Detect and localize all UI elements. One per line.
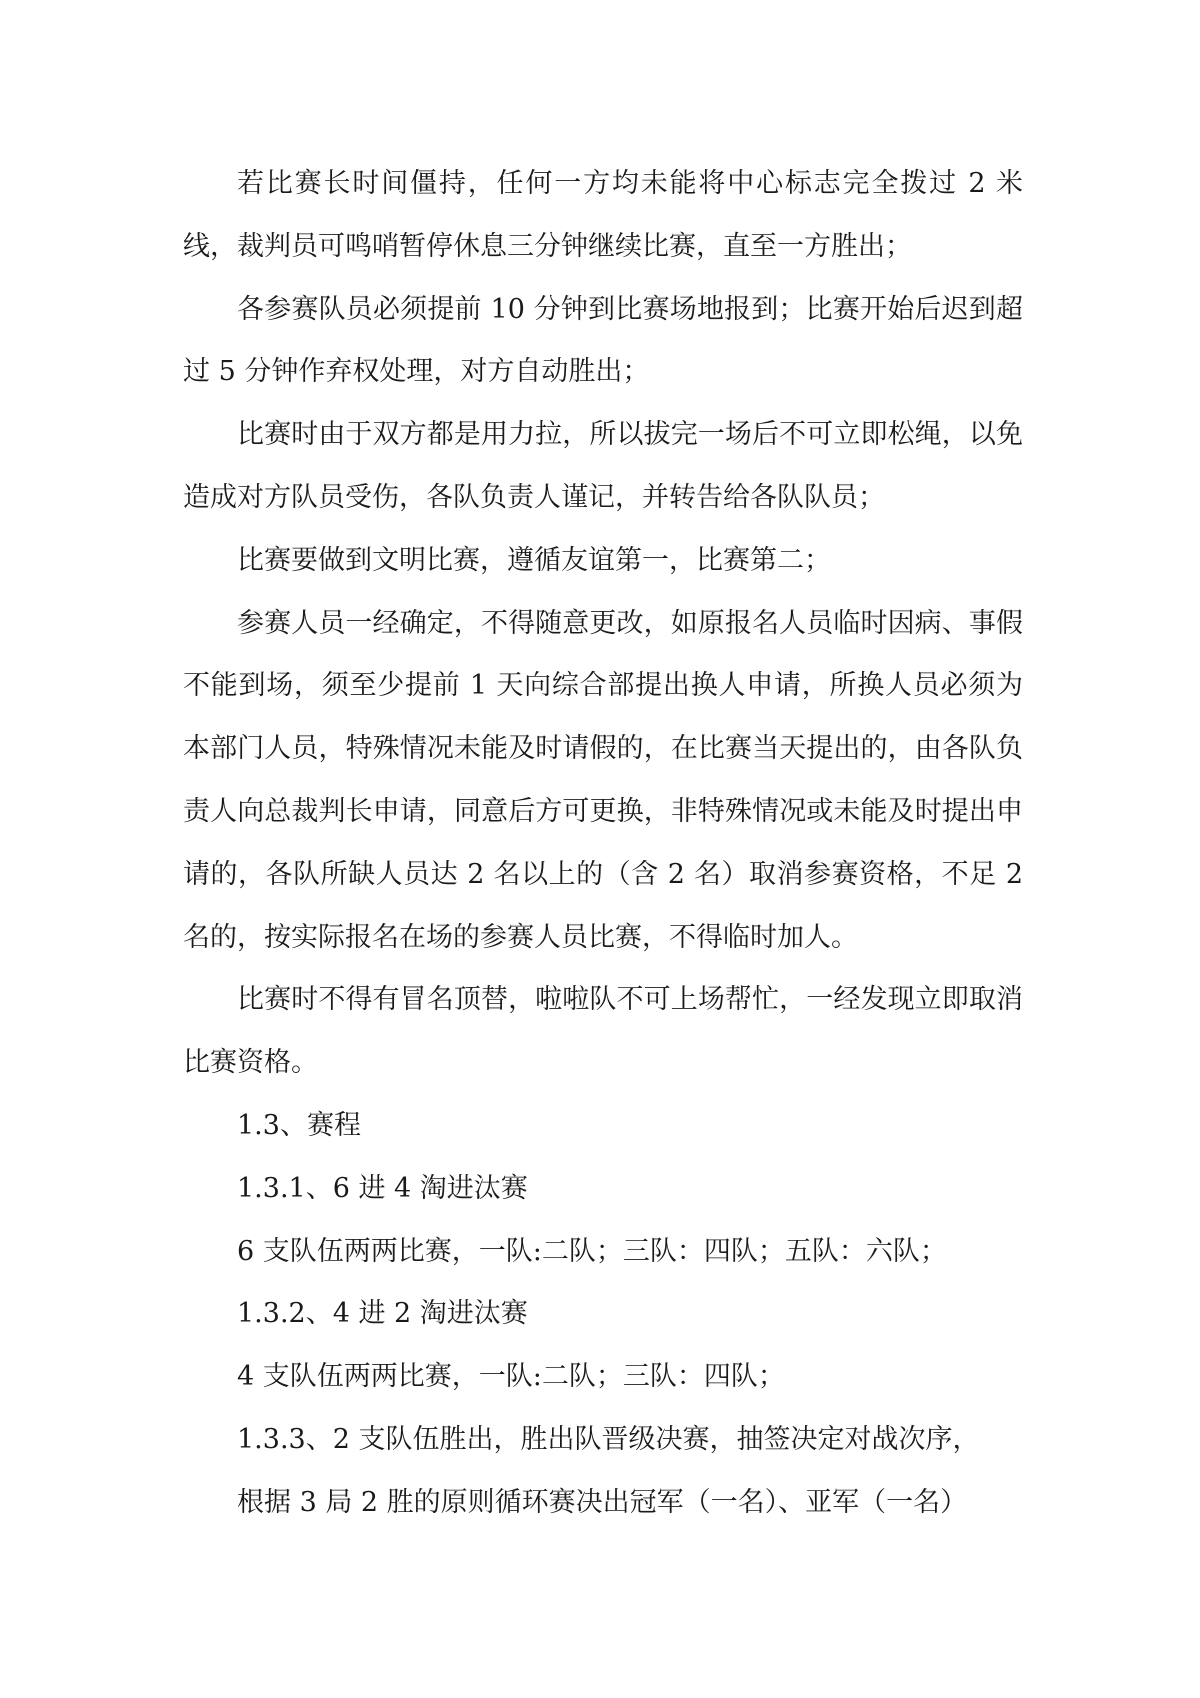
paragraph-round-1-matches: 6 支队伍两两比赛，一队:二队；三队：四队；五队：六队； bbox=[237, 1235, 947, 1267]
paragraph-sportsmanship-rule: 比赛要做到文明比赛，遵循友谊第一，比赛第二； bbox=[237, 544, 831, 576]
section-heading-schedule: 1.3、赛程 bbox=[237, 1109, 361, 1141]
subsection-heading-round-2: 1.3.2、4 进 2 淘进汰赛 bbox=[237, 1298, 528, 1330]
subsection-heading-round-1: 1.3.1、6 进 4 淘进汰赛 bbox=[237, 1172, 528, 1204]
paragraph-final-rule: 根据 3 局 2 胜的原则循环赛决出冠军（一名）、亚军（一名） bbox=[237, 1486, 968, 1518]
paragraph-round-2-matches: 4 支队伍两两比赛，一队:二队；三队：四队； bbox=[237, 1361, 785, 1393]
document-body bbox=[183, 153, 1023, 1535]
paragraph-impersonation-rule: 比赛时不得有冒名顶替，啦啦队不可上场帮忙，一经发现立即取消比赛资格。 bbox=[183, 984, 1023, 1079]
subsection-heading-final: 1.3.3、2 支队伍胜出，胜出队晋级决赛，抽签决定对战次序， bbox=[237, 1423, 980, 1455]
paragraph-rope-safety-rule: 比赛时由于双方都是用力拉，所以拔完一场后不可立即松绳，以免造成对方队员受伤，各队负责人谨记，并转告给各队队员； bbox=[183, 419, 1023, 513]
paragraph-check-in-rule: 各参赛队员必须提前 10 分钟到比赛场地报到；比赛开始后迟到超过 5 分钟作弃权处理，对方自动胜出； bbox=[183, 293, 1023, 388]
paragraph-tie-rule: 若比赛长时间僵持，任何一方均未能将中心标志完全拨过 2 米线，裁判员可鸣哨暂停休息三分钟继续比赛，直至一方胜出； bbox=[183, 168, 1023, 262]
paragraph-substitution-rule: 参赛人员一经确定，不得随意更改，如原报名人员临时因病、事假不能到场，须至少提前 1 天向综合部提出换人申请，所换人员必须为本部门人员，特殊情况未能及时请假的，在比赛当天提出的，由各队负责人向总裁判长申请，同意后方可更换，非特殊情况或未能及时提出申请的，各队所缺人员达 2 名以上的（含 2 名）取消参赛资格，不足 2 名的，按实际报名在场的参赛人员比赛，不得临时加人。 bbox=[183, 607, 1023, 953]
